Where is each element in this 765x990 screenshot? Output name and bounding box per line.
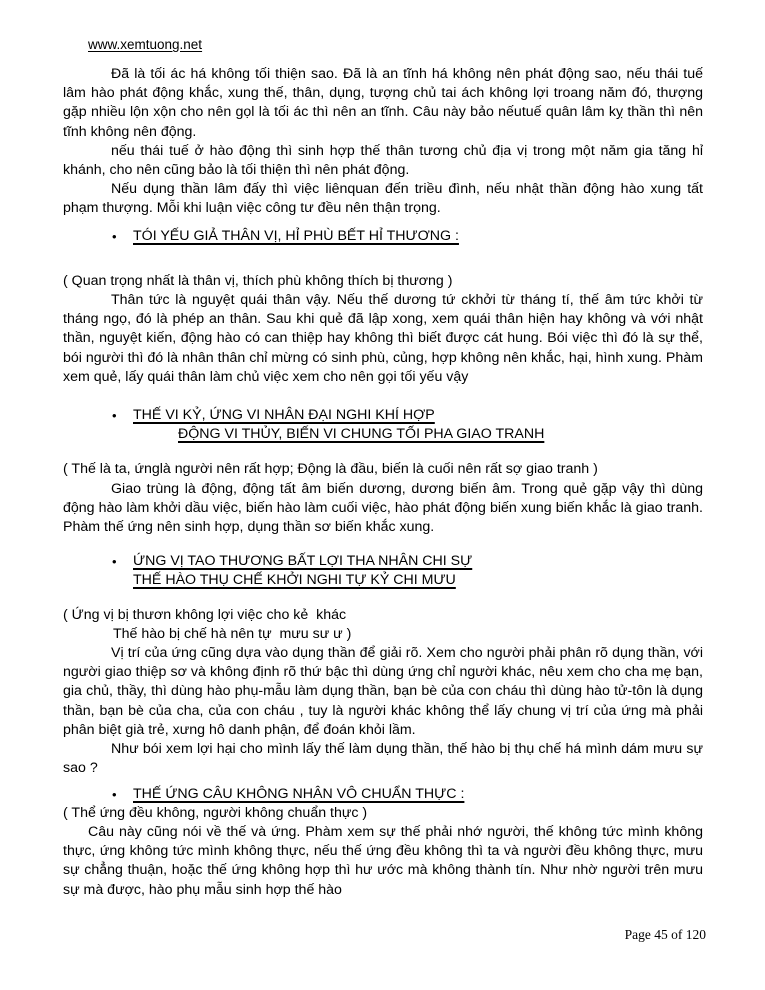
paragraph: Giao trùng là động, động tất âm biến dương, dương biến âm. Trong quẻ gặp vậy thì dùng động hào làm khởi dầu việc, biến hào làm cuối việc, hào phát động biến xung biến khắc là giao tranh. Phàm thế ứng nên sinh hợp, dụng thần sơ biến khắc xung. (63, 480, 703, 536)
paragraph: Như bói xem lợi hại cho mình lấy thế làm dụng thần, thế hào bị thụ chế há mình dám mưu sự sao ? (63, 741, 703, 777)
heading-text: ĐỘNG VI THỦY, BIẾN VI CHUNG TỐI PHA GIAO TRANH (178, 426, 545, 443)
page-number-label: Page 45 of 120 (624, 927, 706, 942)
bullet-icon: • (112, 228, 117, 244)
paragraph-note: Thế hào bị chế hà nên tự mưu sư ư ) (113, 625, 352, 642)
paragraph: Câu này cũng nói về thế và ứng. Phàm xem sự thế phải nhớ người, thế không tức mình không thực, ứng không tức mình không thực, nếu thế ứng đều không thì ta và người đều không thực, mưu sự chẳng thuận, hoặc thế ứng không hợp thì hư ước mà không thành tín. Như nhờ người trên mưu sự mà được, hào phụ mẫu sinh hợp thế hào (63, 823, 703, 898)
site-url-text: www.xemtuong.net (88, 37, 203, 52)
paragraph-note: ( Quan trọng nhất là thân vị, thích phù không thích bị thương ) (63, 272, 453, 289)
section-heading-3 (63, 552, 703, 590)
bullet-icon: • (112, 408, 117, 424)
paragraph: nếu thái tuế ở hào động thì sinh hợp thế thân tương chủ địa vị trong một năm gia tăng hỉ khánh, cho nên cũng bảo là tối thiện thì nên phát động. (63, 142, 703, 179)
heading-text: ỨNG VỊ TAO THƯƠNG BẤT LỢI THA NHÂN CHI SỰ (133, 553, 473, 570)
document-body (63, 65, 703, 900)
section-heading-1 (63, 227, 703, 246)
bullet-icon: • (112, 554, 117, 570)
heading-text: TÓI YẾU GIẢ THÂN VỊ, HỈ PHÙ BẾT HỈ THƯƠNG : (133, 227, 459, 244)
heading-text: THẾ VI KỶ, ỨNG VI NHÂN ĐẠI NGHI KHÍ HỢP (133, 407, 435, 424)
paragraph: Thân tức là nguyệt quái thân vậy. Nếu thế dương tứ ckhởi từ tháng tí, thế âm tức khởi từ tháng ngọ, đó là phép an thân. Sau khi quẻ đã lập xong, xem quái thân hiện hay không và với nhật thần, nguyệt kiến, động hào có can thiệp hay không thì biết được cát hung. Bói việc thì đó là sự thể, bói người thì đó là nhân thân chỉ mừng có sinh phù, củng, hợp không nên khắc, hại, hình xung. Phàm xem quẻ, lấy quái thân làm chủ việc xem cho nên gọi tối yếu vậy (63, 292, 703, 385)
heading-text: THẾ HÀO THỤ CHẾ KHỞI NGHI TỰ KỶ CHI MƯU (133, 572, 456, 589)
paragraph-note: ( Ứng vị bị thươn không lợi việc cho kẻ khác (63, 606, 347, 623)
bullet-icon: • (112, 786, 117, 802)
paragraph-note: ( Thể ứng đều không, người không chuẩn thực ) (63, 804, 368, 821)
paragraph: Nếu dụng thần lâm đấy thì việc liênquan đến triều đình, nếu nhật thần động hào xung tất phạm thượng. Mỗi khi luận việc công tư đều nên thận trọng. (63, 181, 703, 217)
paragraph: Đã là tối ác há không tối thiện sao. Đã là an tĩnh há không nên phát động sao, nếu thái tuế lâm hào phát động khắc, xung thế, thân, dụng, tượng chủ tai ách không lợi troang năm đó, thượng gặp nhiều lộn xộn cho nên gọl là tối ác thì nên an tĩnh. Câu này bảo nếutuế quân lâm kỵ thần thì nên tĩnh không nên động. (63, 66, 703, 140)
section-heading-2 (63, 406, 703, 444)
page-header (88, 37, 202, 52)
paragraph-note: ( Thế là ta, ứnglà người nên rất hợp; Động là đầu, biến là cuối nên rất sợ giao tranh ) (63, 461, 598, 478)
paragraph: Vị trí của ứng cũng dựa vào dụng thần để giải rõ. Xem cho người phải phân rõ dụng thần, với người giao thiệp sơ và không định rõ thứ bậc thì dùng ứng chỉ người khác, nêu xem cho cha mẹ bạn, gia chủ, thầy, thì dùng hào phụ-mẫu làm dụng thần, bạn bè của con cháu thì dùng hào tử-tôn là dụng thần, bạn bè của cha, của con cháu , tuy là người khác không thể lấy chung vị trí của ứng mà phải phân biệt già trẻ, xưng hô danh phận, để đoán khỏi lầm. (63, 645, 703, 738)
heading-text: THẾ ỨNG CÂU KHÔNG NHÂN VÔ CHUẨN THỰC : (133, 785, 465, 802)
section-heading-4 (63, 785, 703, 804)
